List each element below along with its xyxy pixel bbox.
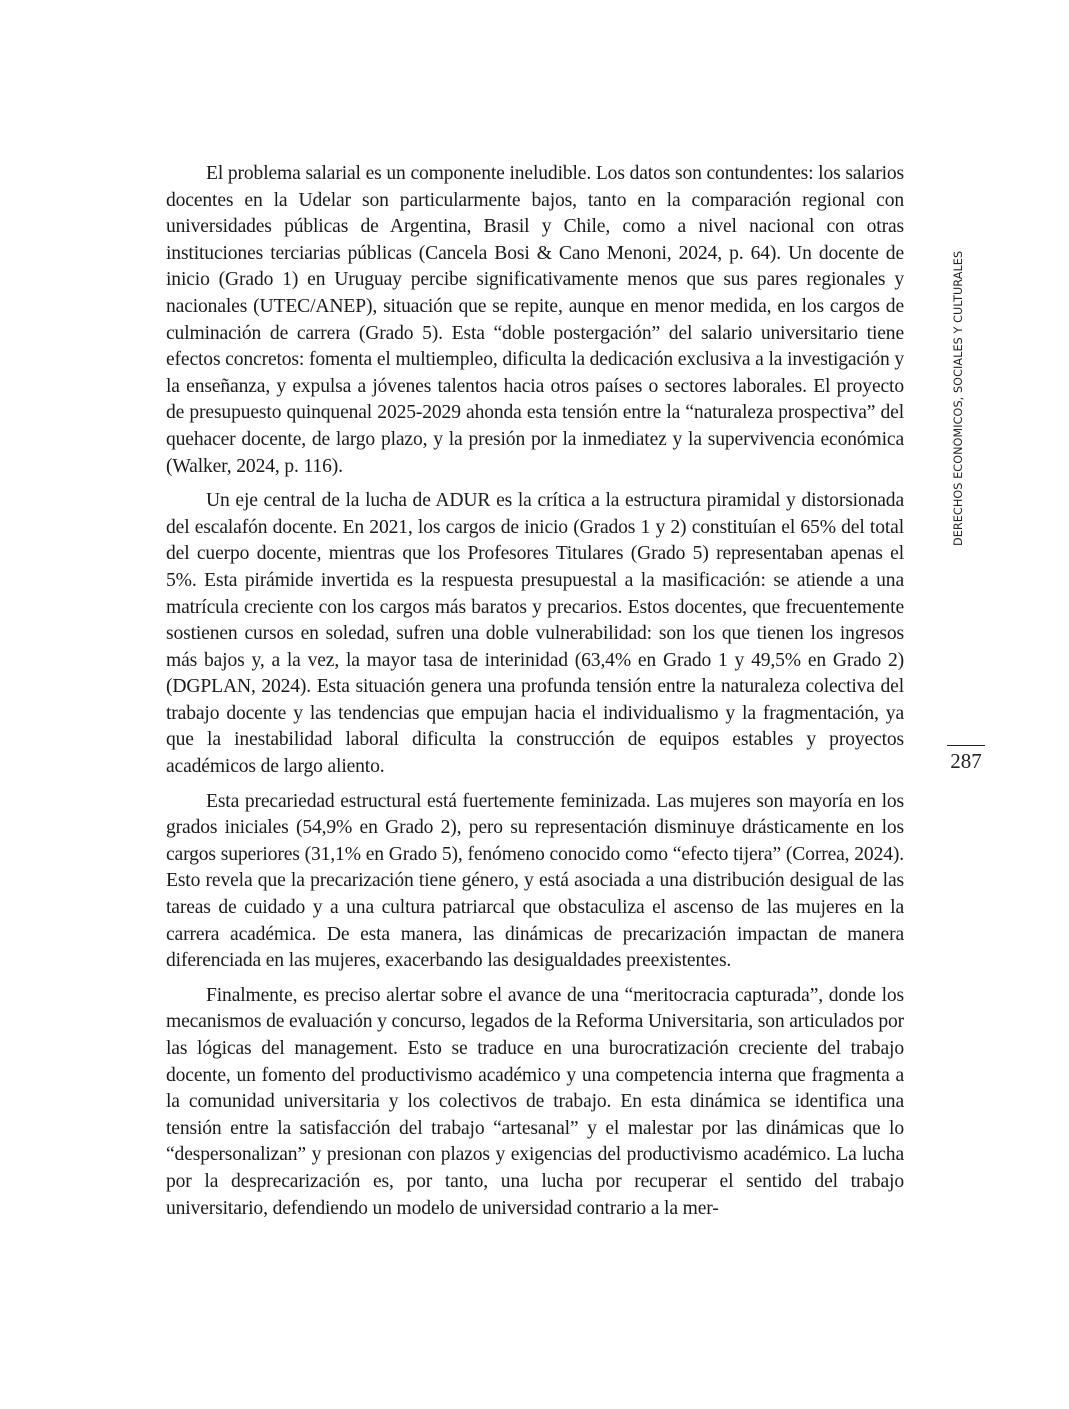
paragraph-pyramid-structure: Un eje central de la lucha de ADUR es la crítica a la estructura piramidal y distorsionada del escalafón docente. En 2021, los cargos de inicio (Grados 1 y 2) constituían el 65% del total del cuerpo docente, mientras que los Profesores Titulares (Grado 5) representaban apenas el 5%. Esta pirámide invertida es la respuesta presupuestal a la masificación: se atiende a una matrícula creciente con los cargos más baratos y precarios. Estos docentes, que frecuentemente sostienen cursos en soledad, sufren una doble vulnerabilidad: son los que tienen los ingresos más bajos y, a la vez, la mayor tasa de interinidad (63,4% en Grado 1 y 49,5% en Grado 2) (DGPLAN, 2024). Esta situación genera una profunda tensión entre la naturaleza colectiva del trabajo docente y las tendencias que empujan hacia el individualismo y la fragmentación, ya que la inestabilidad laboral dificulta la construcción de equipos estables y proyectos académicos de largo aliento. xyxy=(166,490,904,778)
paragraph-feminized-precarity: Esta precariedad estructural está fuertemente feminizada. Las mujeres son mayoría en los grados iniciales (54,9% en Grado 2), pero su representación disminuye drásticamente en los cargos superiores (31,1% en Grado 5), fenómeno conocido como “efecto tijera” (Correa, 2024). Esto revela que la precarización tiene género, y está asociada a una distribución desigual de las tareas de cuidado y a una cultura patriarcal que obstaculiza el ascenso de las mujeres en la carrera académica. De esta manera, las dinámicas de precarización impactan de manera diferenciada en las mujeres, exacerbando las desigualdades preexistentes. xyxy=(166,790,904,972)
running-head: DERECHOS ECONÓMICOS, SOCIALES Y CULTURALES xyxy=(952,250,965,546)
paragraph-salary-problem: El problema salarial es un componente ineludible. Los datos son contundentes: los salarios docentes en la Udelar son particularmente bajos, tanto en la comparación regional con universidades públicas de Argentina, Brasil y Chile, como a nivel nacional con otras instituciones terciarias públicas (Cancela Bosi & Cano Menoni, 2024, p. 64). Un docente de inicio (Grado 1) en Uruguay percibe significativamente menos que sus pares regionales y nacionales (UTEC/ANEP), situación que se repite, aunque en menor medida, en los cargos de culminación de carrera (Grado 5). Esta “doble postergación” del salario universitario tiene efectos concretos: fomenta el multiempleo, dificulta la dedicación exclusiva a la investigación y la enseñanza, y expulsa a jóvenes talentos hacia otros países o sectores laborales. El proyecto de presupuesto quinquenal 2025-2029 ahonda esta tensión entre la “naturaleza prospectiva” del quehacer docente, de largo plazo, y la presión por la inmediatez y la supervivencia económica (Walker, 2024, p. 116). xyxy=(166,163,904,477)
paragraph-captured-meritocracy: Finalmente, es preciso alertar sobre el avance de una “meritocracia capturada”, donde los mecanismos de evaluación y concurso, legados de la Reforma Universitaria, son articulados por las lógicas del management. Esto se traduce en una burocratización creciente del trabajo docente, un fomento del productivismo académico y una competencia interna que fragmenta a la comunidad universitaria y los colectivos de trabajo. En esta dinámica se identifica una tensión entre la satisfacción del trabajo “artesanal” y el malestar por las dinámicas que lo “despersonalizan” y presionan con plazos y exigencias del productivismo académico. La lucha por la desprecarización es, por tanto, una lucha por recuperar el sentido del trabajo universitario, defendiendo un modelo de universidad contrario a la mer- xyxy=(166,984,904,1219)
body-text xyxy=(166,161,904,1230)
page-number: 287 xyxy=(947,745,985,772)
